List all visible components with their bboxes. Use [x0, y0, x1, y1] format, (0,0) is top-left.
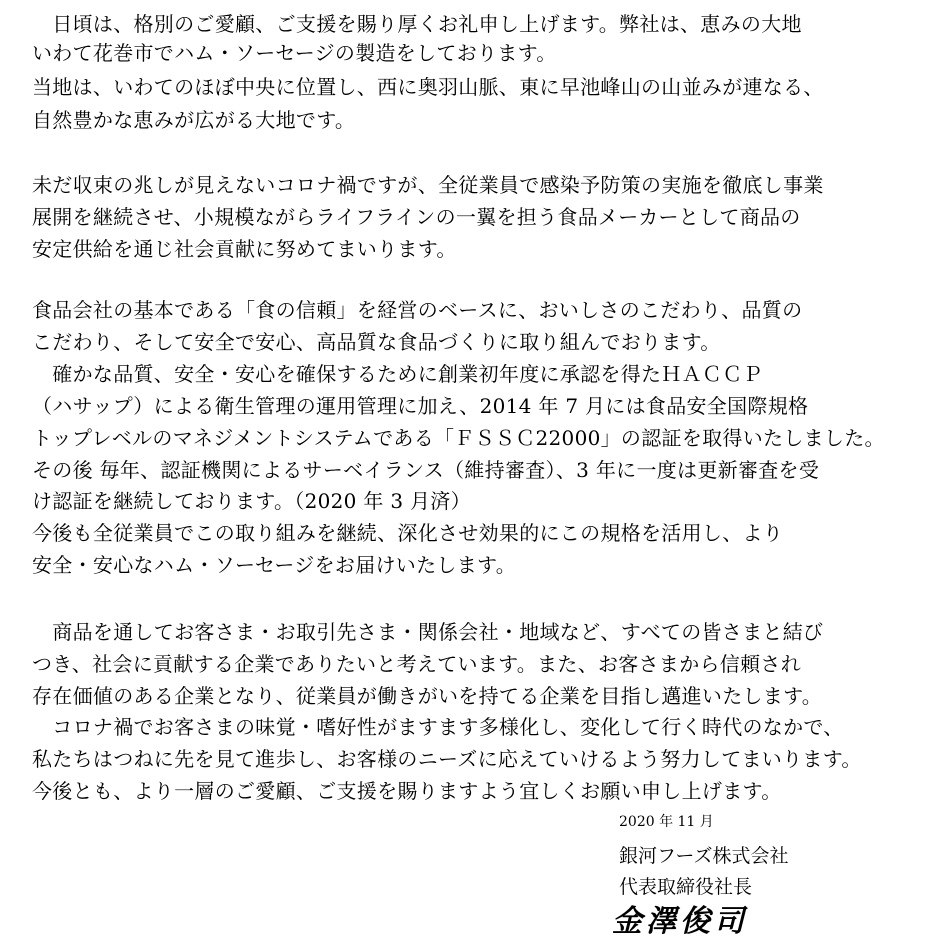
signatory-title: 代表取締役社長 — [619, 876, 753, 898]
letter-line: 食品会社の基本である「食の信頼」を経営のベースに、おいしさのこだわり、品質の — [32, 298, 803, 322]
letter-line: 未だ収束の兆しが見えないコロナ禍ですが、全従業員で感染予防策の実施を徹底し事業 — [32, 173, 824, 197]
letter-line: 展開を継続させ、小規模ながらライフラインの一翼を担う食品メーカーとして商品の — [32, 205, 801, 229]
letter-line: つき、社会に貢献する企業でありたいと考えています。また、お客さまから信頼され — [32, 652, 801, 676]
letter-line: け認証を継続しております。（2020 年 3 月済） — [32, 489, 471, 513]
handwritten-signature: 金澤俊司 — [612, 904, 748, 939]
letter-line: 今後とも、より一層のご愛顧、ご支援を賜りますよう宜しくお願い申し上げます。 — [32, 779, 782, 803]
letter-line: 今後も全従業員でこの取り組みを継続、深化させ効果的にこの規格を活用し、より — [32, 521, 784, 545]
letter-line: 私たちはつねに先を見て進歩し、お客様のニーズに応えていけるよう努力してまいります。 — [32, 747, 862, 771]
letter-line: 日頃は、格別のご愛顧、ご支援を賜り厚くお礼申し上げます。弊社は、恵みの大地 — [32, 12, 802, 36]
letter-line: 当地は、いわてのほぼ中央に位置し、西に奥羽山脈、東に早池峰山の山並みが連なる、 — [32, 75, 824, 99]
letter-line: （ハサップ）による衛生管理の運用管理に加え、2014 年 7 月には食品安全国際規格 — [32, 394, 809, 418]
letter-date: 2020 年 11 月 — [619, 814, 714, 830]
letter-line: 自然豊かな恵みが広がる大地です。 — [32, 108, 356, 132]
letter-line: 確かな品質、安全・安心を確保するために創業初年度に承認を得たＨＡＣＣＰ — [32, 362, 763, 386]
letter-line: コロナ禍でお客さまの味覚・嗜好性がますます多様化し、変化して行く時代のなかで、 — [32, 715, 844, 739]
letter-line: 安定供給を通じ社会貢献に努めてまいります。 — [32, 237, 457, 261]
letter-line: 商品を通してお客さま・お取引先さま・関係会社・地域など、すべての皆さまと結び — [32, 620, 824, 644]
letter-line: こだわり、そして安全で安心、高品質な食品づくりに取り組んでおります。 — [32, 330, 721, 354]
letter-line: 存在価値のある企業となり、従業員が働きがいを持てる企業を目指し邁進いたします。 — [32, 684, 823, 708]
letter-line: トップレベルのマネジメントシステムである「ＦＳＳＣ22000」の認証を取得いたしました。 — [32, 426, 885, 450]
letter-line: その後 毎年、認証機関によるサーベイランス（維持審査）、3 年に一度は更新審査を受 — [32, 458, 820, 482]
letter-line: 安全・安心なハム・ソーセージをお届けいたします。 — [32, 553, 516, 577]
letter-line: いわて花巻市でハム・ソーセージの製造をしております。 — [32, 41, 557, 65]
company-name: 銀河フーズ株式会社 — [619, 845, 789, 867]
